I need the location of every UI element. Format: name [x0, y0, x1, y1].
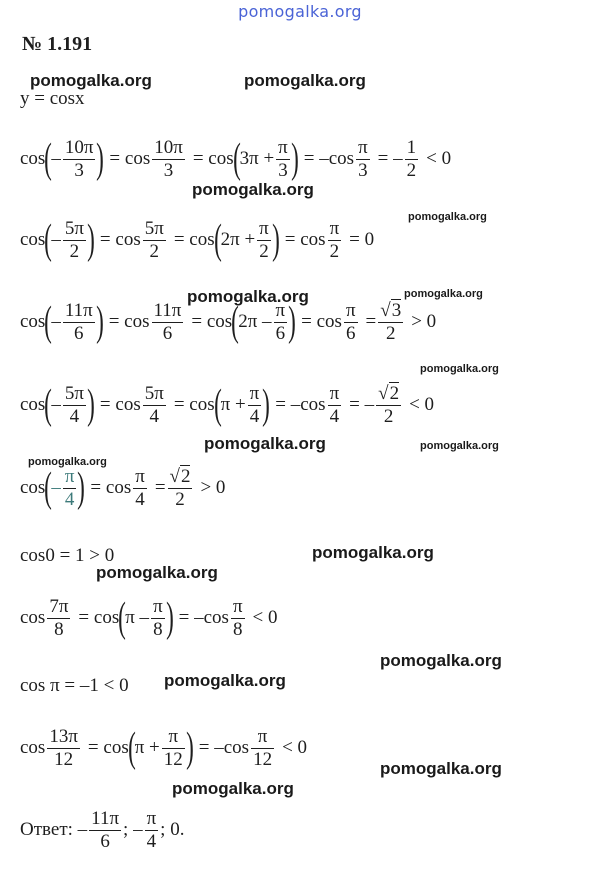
- watermark: pomogalka.org: [96, 563, 218, 582]
- watermark: pomogalka.org: [244, 71, 366, 90]
- watermark: pomogalka.org: [192, 180, 314, 199]
- equation-6: cos0 = 1 > 0: [20, 545, 115, 566]
- watermark: pomogalka.org: [172, 779, 294, 798]
- watermark: pomogalka.org: [380, 759, 502, 778]
- answer: Ответ: – $\frac{11\pi}{6}$ ; – $\frac{\pi}{4}$ ; 0.: [20, 808, 185, 852]
- watermark: pomogalka.org: [164, 671, 286, 690]
- equation-2: cos ( – $\frac{5\pi}{2}$ ) = cos $\frac{5\pi}{2}$ = cos ( 2π + $\frac{\pi}{2}$ ) = cos $\frac{\pi}{2}$ = 0: [20, 217, 375, 264]
- watermark: pomogalka.org: [420, 363, 499, 375]
- task-number: № 1.191: [22, 33, 93, 55]
- equation-1: cos ( – $\frac{10\pi}{3}$ ) = cos $\frac{10\pi}{3}$ = cos ( 3π + $\frac{\pi}{3}$ ) = –cos $\frac{\pi}{3}$ = – $\frac{1}{2}$ < 0: [20, 136, 452, 183]
- equation-9: cos $\frac{13\pi}{12}$ = cos ( π + $\frac{\pi}{12}$ ) = –cos $\frac{\pi}{12}$ < 0: [20, 725, 308, 772]
- equation-4: cos ( – $\frac{5\pi}{4}$ ) = cos $\frac{5\pi}{4}$ = cos ( π + $\frac{\pi}{4}$ ) = –cos $\frac{\pi}{4}$ = – $\frac{√2}{2}$ < 0: [20, 382, 435, 429]
- watermark: pomogalka.org: [187, 287, 309, 306]
- watermark: pomogalka.org: [420, 440, 499, 452]
- watermark: pomogalka.org: [312, 543, 434, 562]
- watermark: pomogalka.org: [380, 651, 502, 670]
- site-header[interactable]: pomogalka.org: [238, 2, 362, 21]
- equation-5: cos ( – $\frac{\pi}{4}$ ) = cos $\frac{\pi}{4}$ = $\frac{√2}{2}$ > 0: [20, 465, 226, 512]
- function-label: y = cosx: [20, 88, 85, 109]
- watermark: pomogalka.org: [30, 71, 152, 90]
- watermark: pomogalka.org: [204, 434, 326, 453]
- equation-3: cos ( – $\frac{11\pi}{6}$ ) = cos $\frac{11\pi}{6}$ = cos ( 2π – $\frac{\pi}{6}$ ) = cos $\frac{\pi}{6}$ = $\frac{√3}{2}$ > 0: [20, 299, 437, 346]
- watermark: pomogalka.org: [28, 456, 107, 468]
- watermark: pomogalka.org: [404, 288, 483, 300]
- watermark: pomogalka.org: [408, 211, 487, 223]
- equation-8: cos π = –1 < 0: [20, 675, 129, 696]
- equation-7: cos $\frac{7\pi}{8}$ = cos ( π – $\frac{\pi}{8}$ ) = –cos $\frac{\pi}{8}$ < 0: [20, 595, 278, 642]
